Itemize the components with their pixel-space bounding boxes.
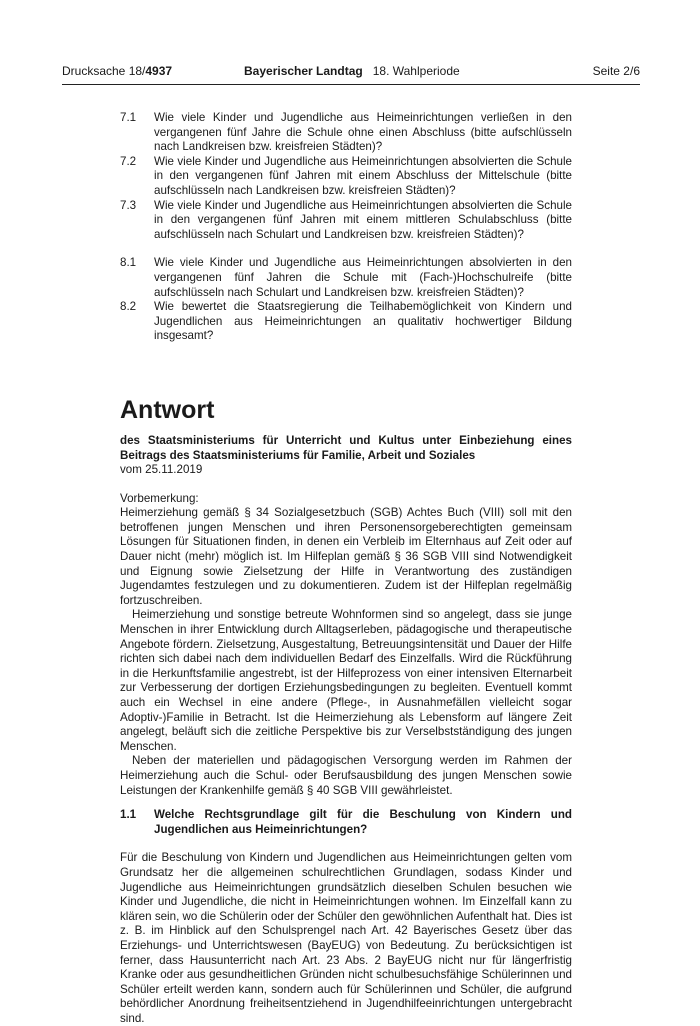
page-header xyxy=(62,63,640,79)
document-number: Drucksache 18/4937 xyxy=(62,64,173,78)
section-question xyxy=(120,808,572,837)
question-number: 8.2 xyxy=(120,300,137,314)
page-content xyxy=(120,111,572,1026)
section-number: 1.1 xyxy=(120,808,137,822)
question-number: 8.1 xyxy=(120,256,137,270)
preliminary-label: Vorbemerkung: xyxy=(120,491,199,505)
question-number: 7.1 xyxy=(120,111,137,124)
question-item xyxy=(120,199,572,243)
preliminary-paragraph: Heimerziehung gemäß § 34 Sozialgesetzbuch (SGB) Achtes Buch (VIII) soll mit den betroffenen jungen Menschen und ihren Personensorgeberechtigten gemeinsam Lösungen für Situationen finden, in denen ein Verbleib im Elternhaus auf Zeit oder auf Dauer nicht (mehr) möglich ist. Im Hilfeplan gemäß § 36 SGB VIII sind Notwendigkeit und Eignung sowie Zielsetzung der Hilfe in Verantwortung des zuständigen Jugendamtes festzulegen und zu dokumentieren. Zudem ist der Hilfeplan regelmäßig fortzuschreiben. xyxy=(120,506,572,607)
question-number: 7.2 xyxy=(120,154,137,168)
question-number: 7.3 xyxy=(120,198,137,212)
section-question-text: Welche Rechtsgrundlage gilt für die Beschulung von Kindern und Jugendlichen aus Heimeinrichtungen? xyxy=(154,808,572,836)
answer-title: Antwort xyxy=(120,395,215,424)
header-divider xyxy=(62,84,640,85)
question-item xyxy=(120,111,572,155)
question-text: Wie viele Kinder und Jugendliche aus Heimeinrichtungen absolvierten in den vergangenen fünf Jahren die Schule mit (Fach-)Hochschulreife (bitte aufschlüsseln nach Schulart und Landkreisen bzw. kreisfreien Städten)? xyxy=(154,256,572,299)
answer-ministry: des Staatsministeriums für Unterricht und Kultus unter Einbeziehung eines Beitrags des Staatsministeriums für Familie, Arbeit und Soziales xyxy=(120,433,572,462)
parliament-info xyxy=(244,63,460,79)
section-answer: Für die Beschulung von Kindern und Jugendlichen aus Heimeinrichtungen gelten vom Grundsatz her die allgemeinen schulrechtlichen Grundlagen, sodass Kinder und Jugendliche aus Heimeinrichtungen grundsätzlich dieselben Schulen besuchen wie Kinder und Jugendliche, die nicht in Heimeinrichtungen wohnen. Im Einzelfall kann zu klären sein, wo die Schülerin oder der Schüler den gewöhnlichen Aufenthalt hat. Dies ist z. B. im Hinblick auf den Schulsprengel nach Art. 42 Bayerisches Gesetz über das Erziehungs- und Unterrichtswesen (BayEUG) von Bedeutung. Zu berücksichtigen ist ferner, dass Hausunterricht nach Art. 23 Abs. 2 BayEUG nicht nur für längerfristig Kranke oder aus gesundheitlichen Gründen nicht schulbesuchsfähige Schülerinnen und Schüler erteilt werden kann, sondern auch für Schülerinnen und Schüler, die aufgrund behördlicher Anordnung freiheitsentziehend in Jugendhilfeeinrichtungen untergebracht sind. xyxy=(120,851,572,1025)
page-number: Seite 2/6 xyxy=(592,64,640,78)
question-item xyxy=(120,256,572,300)
answer-date: vom 25.11.2019 xyxy=(120,463,203,477)
question-text: Wie viele Kinder und Jugendliche aus Heimeinrichtungen absolvierten die Schule in den vergangenen fünf Jahren mit einem mittleren Schulabschluss (bitte aufschlüsseln nach Schulart und Landkreisen bzw. kreisfreien Städten)? xyxy=(154,198,572,241)
question-item xyxy=(120,300,572,344)
parliament-name: Bayerischer Landtag xyxy=(244,64,363,78)
spacer xyxy=(120,242,572,256)
spacer xyxy=(120,478,572,492)
spacer xyxy=(120,837,572,851)
question-item xyxy=(120,155,572,199)
preliminary-paragraph: Neben der materiellen und pädagogischen Versorgung werden im Rahmen der Heimerziehung auch die Schul- oder Berufsausbildung des jungen Menschen sowie Leistungen der Krankenhilfe gemäß § 40 SGB VIII gewährleistet. xyxy=(120,754,572,797)
legislative-period: 18. Wahlperiode xyxy=(372,64,460,78)
question-text: Wie viele Kinder und Jugendliche aus Heimeinrichtungen verließen in den vergangenen fünf Jahre die Schule ohne einen Abschluss (bitte aufschlüsseln nach Landkreisen bzw. kreisfreien Städten)? xyxy=(154,111,572,154)
question-text: Wie viele Kinder und Jugendliche aus Heimeinrichtungen absolvierten die Schule in den vergangenen fünf Jahren mit einem Abschluss der Mittelschule (bitte aufschlüsseln nach Landkreisen bzw. kreisfreien Städten)? xyxy=(154,154,572,197)
preliminary-paragraph: Heimerziehung und sonstige betreute Wohnformen sind so angelegt, dass sie junge Menschen in ihrer Entwicklung durch Alltagserleben, pädagogische und therapeutische Angebote fördern. Zielsetzung, Ausgestaltung, Betreuungsintensität und Dauer der Hilfe richten sich dabei nach dem individuellen Bedarf des Einzelfalls. Wird die Rückführung in die Herkunftsfamilie angestrebt, ist der Hilfeprozess von einer intensiven Elternarbeit zur Verbesserung der dortigen Erziehungsbedingungen zu begleiten. Eventuell kommt auch ein Wechsel in eine andere (Pflege-, in Ausnahmefällen vielleicht sogar Adoptiv-)Familie in Betracht. Ist die Heimerziehung als Lebensform auf längere Zeit angelegt, beläuft sich die zeitliche Perspektive bis zur Verselbstständigung des jungen Menschen. xyxy=(120,608,572,753)
question-text: Wie bewertet die Staatsregierung die Teilhabemöglichkeit von Kindern und Jugendlichen aus Heimeinrichtungen an qualitativ hochwertiger Bildung insgesamt? xyxy=(154,300,572,343)
